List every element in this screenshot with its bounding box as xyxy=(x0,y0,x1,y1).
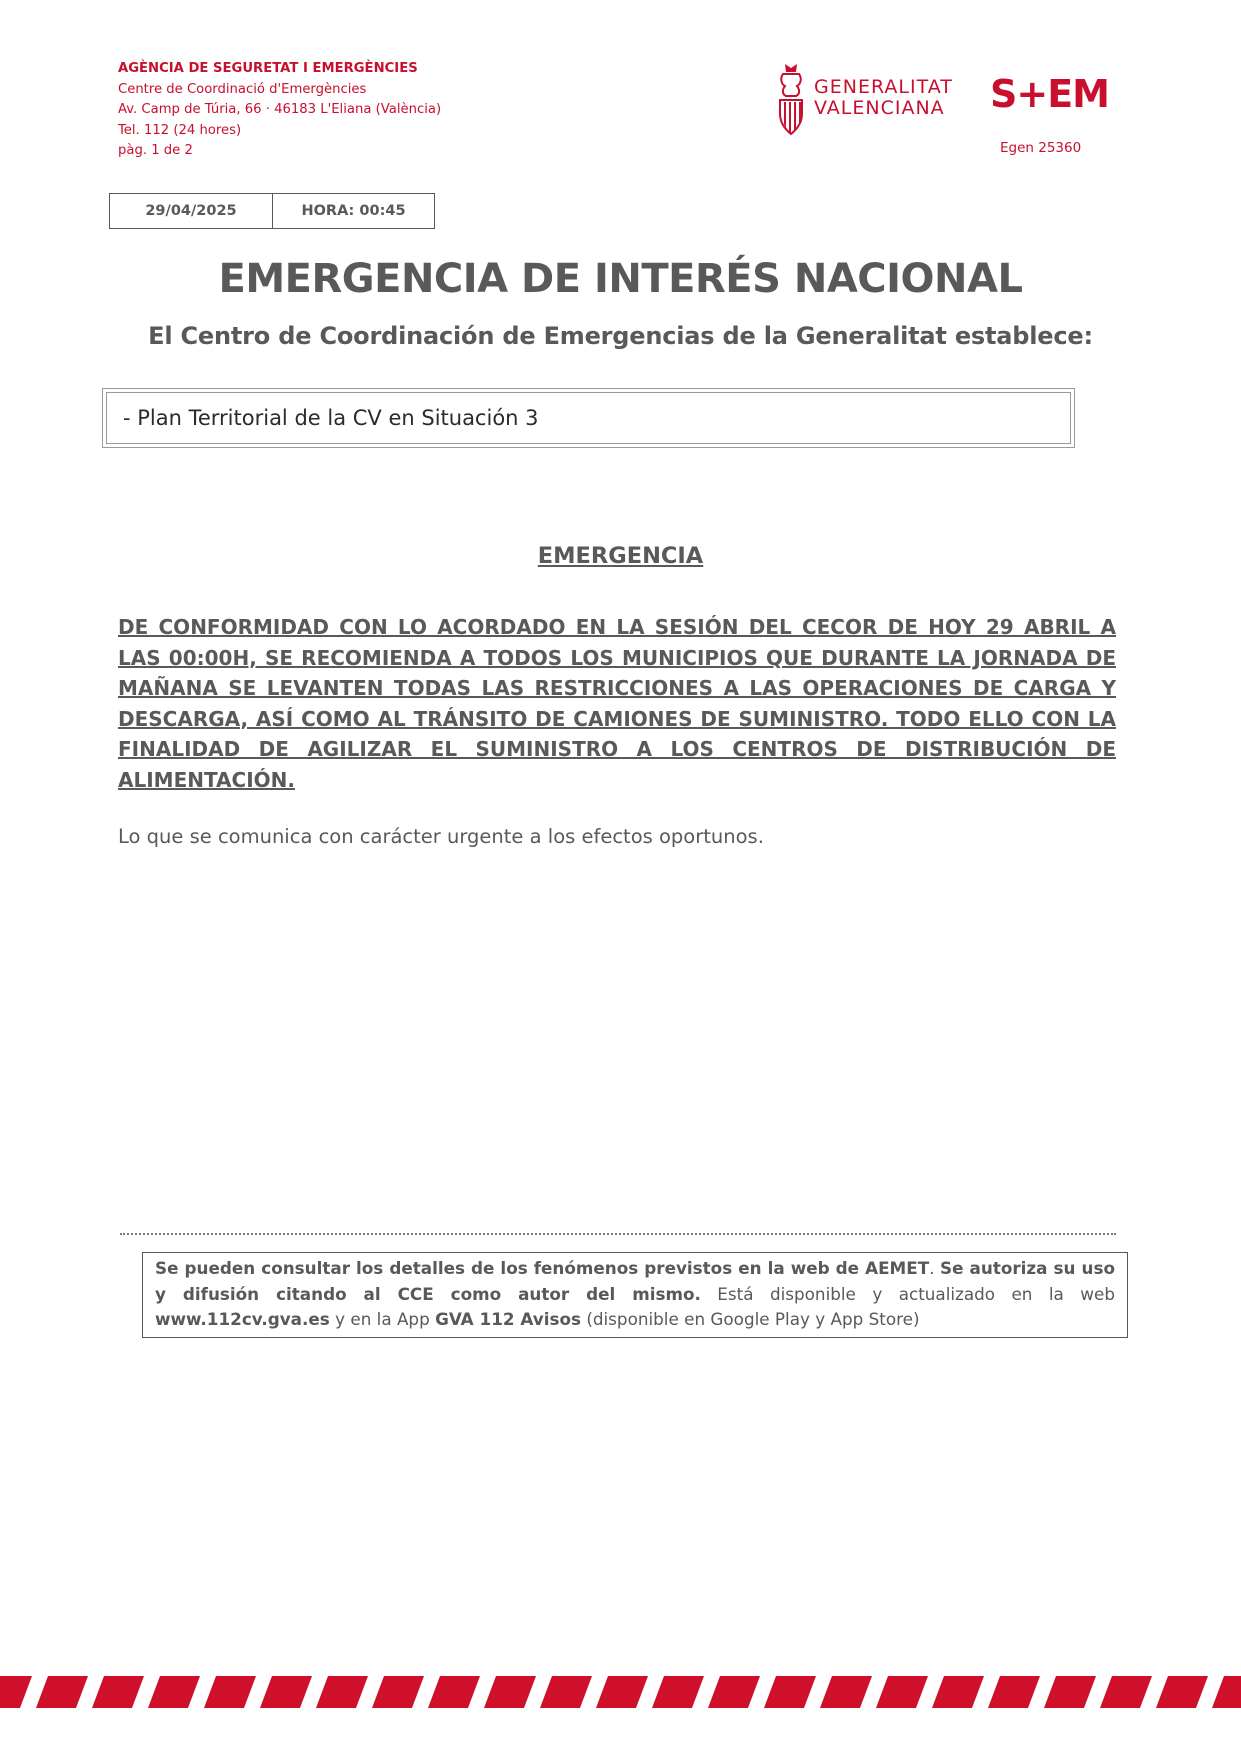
datetime-box xyxy=(109,193,435,229)
info-note-box xyxy=(142,1252,1128,1338)
page-title: EMERGENCIA DE INTERÉS NACIONAL xyxy=(218,256,1023,302)
agency-name: AGÈNCIA DE SEGURETAT I EMERGÈNCIES xyxy=(118,61,418,76)
stripe-bar xyxy=(540,1676,592,1708)
section-title: EMERGENCIA xyxy=(537,543,704,569)
stripe-bar xyxy=(36,1676,88,1708)
note-sep-1: . xyxy=(929,1258,941,1278)
stripe-bar xyxy=(932,1676,984,1708)
closing-text: Lo que se comunica con carácter urgente a los efectos oportunos. xyxy=(118,825,764,848)
generalitat-line1: GENERALITAT xyxy=(814,76,953,98)
note-app-name: GVA 112 Avisos xyxy=(435,1309,581,1329)
generalitat-line2: VALENCIANA xyxy=(814,97,945,119)
note-bold-2: Se autoriza su uso y difusión citando al CCE como autor del mismo. xyxy=(155,1258,1115,1304)
agency-address: Av. Camp de Túria, 66 · 46183 L'Eliana (València) xyxy=(118,102,442,117)
agency-phone: Tel. 112 (24 hores) xyxy=(118,122,242,138)
stripe-bar xyxy=(652,1676,704,1708)
stripe-bar xyxy=(484,1676,536,1708)
emergency-body: DE CONFORMIDAD CON LO ACORDADO EN LA SESIÓN DEL CECOR DE HOY 29 ABRIL A LAS 00:00H, SE RECOMIENDA A TODOS LOS MUNICIPIOS QUE DURANTE LA JORNADA DE MAÑANA SE LEVANTEN TODAS LAS RESTRICCIONES A LAS OPERACIONES DE CARGA Y DESCARGA, ASÍ COMO AL TRÁNSITO DE CAMIONES DE SUMINISTRO. TODO ELLO CON LA FINALIDAD DE AGILIZAR EL SUMINISTRO A LOS CENTROS DE DISTRIBUCIÓN DE ALIMENTACIÓN. xyxy=(118,615,1116,792)
note-text-1: Está disponible y actualizado en la web xyxy=(700,1283,1115,1304)
dotted-divider xyxy=(120,1233,1116,1235)
stripe-bar xyxy=(316,1676,368,1708)
page-number: pàg. 1 de 2 xyxy=(118,143,193,158)
sem-logo: S+EM xyxy=(990,72,1109,116)
generalitat-logo xyxy=(776,62,951,136)
page-subtitle: El Centro de Coordinación de Emergencias de la Generalitat establece: xyxy=(148,322,1093,350)
stripe-bar xyxy=(596,1676,648,1708)
date-cell: 29/04/2025 xyxy=(145,203,237,219)
note-text-3: (disponible en Google Play y App Store) xyxy=(580,1309,920,1329)
stripe-bar xyxy=(708,1676,760,1708)
note-text-2: y en la App xyxy=(329,1309,436,1329)
stripe-bar xyxy=(876,1676,928,1708)
stripe-bar xyxy=(1156,1676,1208,1708)
generalitat-wordmark xyxy=(814,77,953,119)
stripe-bar xyxy=(204,1676,256,1708)
stripe-bar xyxy=(372,1676,424,1708)
note-bold-1: Se pueden consultar los detalles de los fenómenos previstos en la web de AEMET xyxy=(155,1258,930,1278)
stripe-bar xyxy=(148,1676,200,1708)
stripe-bar xyxy=(764,1676,816,1708)
note-website: www.112cv.gva.es xyxy=(155,1309,330,1329)
stripe-bar xyxy=(820,1676,872,1708)
red-diagonal-stripe xyxy=(0,1676,1241,1708)
time-cell: HORA: 00:45 xyxy=(272,194,434,228)
agency-centre: Centre de Coordinació d'Emergències xyxy=(118,81,367,97)
stripe-bar xyxy=(1212,1676,1241,1708)
stripe-bar xyxy=(1100,1676,1152,1708)
stripe-bar xyxy=(260,1676,312,1708)
stripe-bar xyxy=(92,1676,144,1708)
stripe-bar xyxy=(1044,1676,1096,1708)
stripe-bar xyxy=(0,1676,32,1708)
agency-header xyxy=(118,59,441,162)
stripe-bar xyxy=(428,1676,480,1708)
generalitat-crest-icon xyxy=(776,62,806,136)
plan-box xyxy=(102,388,1075,448)
plan-text: - Plan Territorial de la CV en Situación 3 xyxy=(106,392,1071,444)
stripe-bar xyxy=(988,1676,1040,1708)
egen-code: Egen 25360 xyxy=(1000,140,1082,156)
